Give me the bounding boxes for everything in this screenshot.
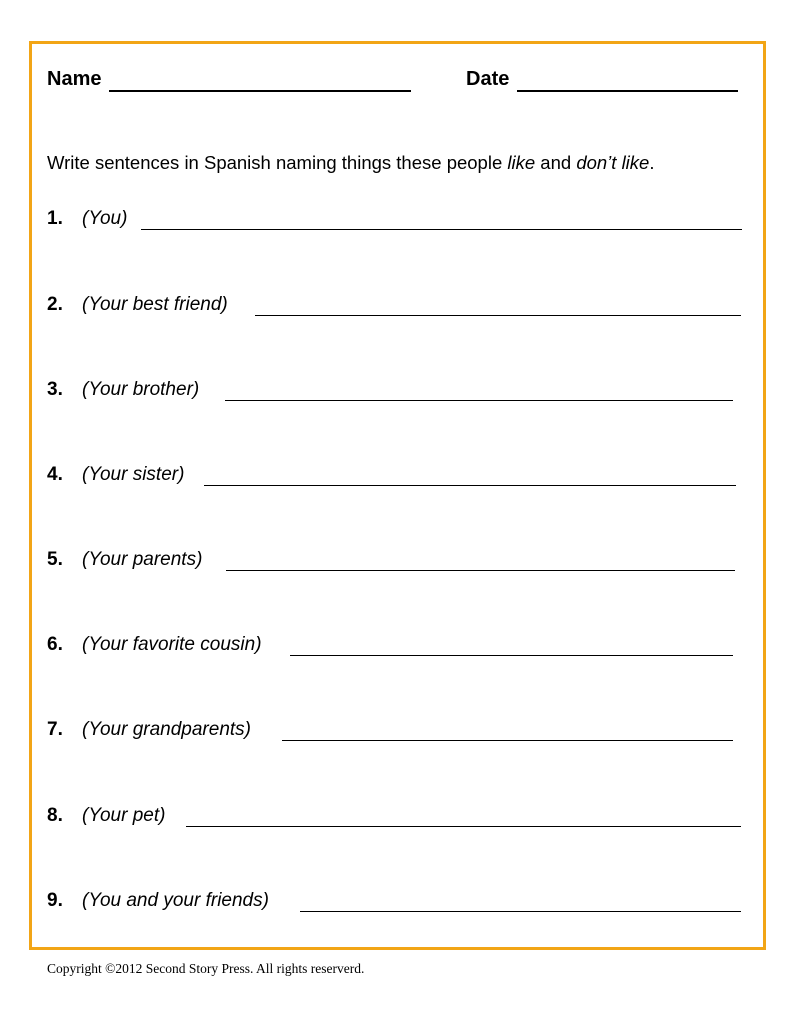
date-field[interactable]	[517, 90, 738, 92]
item-number: 7.	[47, 719, 63, 740]
item-number: 5.	[47, 549, 63, 570]
date-label: Date	[466, 68, 510, 90]
instructions-prefix: Write sentences in Spanish naming things these people	[47, 152, 508, 173]
instructions	[47, 150, 654, 176]
answer-field[interactable]	[282, 740, 733, 741]
item-person: (Your parents)	[82, 549, 203, 570]
answer-field[interactable]	[186, 826, 741, 827]
list-item	[47, 377, 744, 405]
copyright-footer: Copyright ©2012 Second Story Press. All rights reserverd.	[47, 961, 365, 976]
item-person: (You and your friends)	[82, 890, 269, 911]
list-item	[47, 632, 744, 660]
list-item	[47, 206, 744, 234]
item-person: (Your grandparents)	[82, 719, 251, 740]
list-item	[47, 717, 744, 745]
answer-field[interactable]	[204, 485, 736, 486]
answer-field[interactable]	[141, 229, 742, 230]
item-person: (Your best friend)	[82, 294, 228, 315]
answer-field[interactable]	[290, 655, 733, 656]
item-number: 3.	[47, 379, 63, 400]
answer-field[interactable]	[225, 400, 733, 401]
item-number: 2.	[47, 294, 63, 315]
item-number: 6.	[47, 634, 63, 655]
item-person: (Your pet)	[82, 805, 166, 826]
answer-field[interactable]	[226, 570, 735, 571]
list-item	[47, 803, 744, 831]
item-number: 1.	[47, 208, 63, 229]
instructions-like: like	[507, 152, 536, 173]
item-number: 8.	[47, 805, 63, 826]
instructions-and: and	[535, 152, 577, 173]
item-person: (Your brother)	[82, 379, 200, 400]
list-item	[47, 292, 744, 320]
item-number: 4.	[47, 464, 63, 485]
header-row	[47, 66, 747, 96]
answer-field[interactable]	[255, 315, 741, 316]
instructions-dont-like: don’t like	[576, 152, 650, 173]
answer-field[interactable]	[300, 911, 741, 912]
item-number: 9.	[47, 890, 63, 911]
item-person: (Your favorite cousin)	[82, 634, 262, 655]
item-person: (Your sister)	[82, 464, 185, 485]
list-item	[47, 888, 744, 916]
name-field[interactable]	[109, 90, 411, 92]
item-person: (You)	[82, 208, 128, 229]
name-label: Name	[47, 68, 102, 90]
list-item	[47, 462, 744, 490]
instructions-suffix: .	[649, 152, 655, 173]
list-item	[47, 547, 744, 575]
